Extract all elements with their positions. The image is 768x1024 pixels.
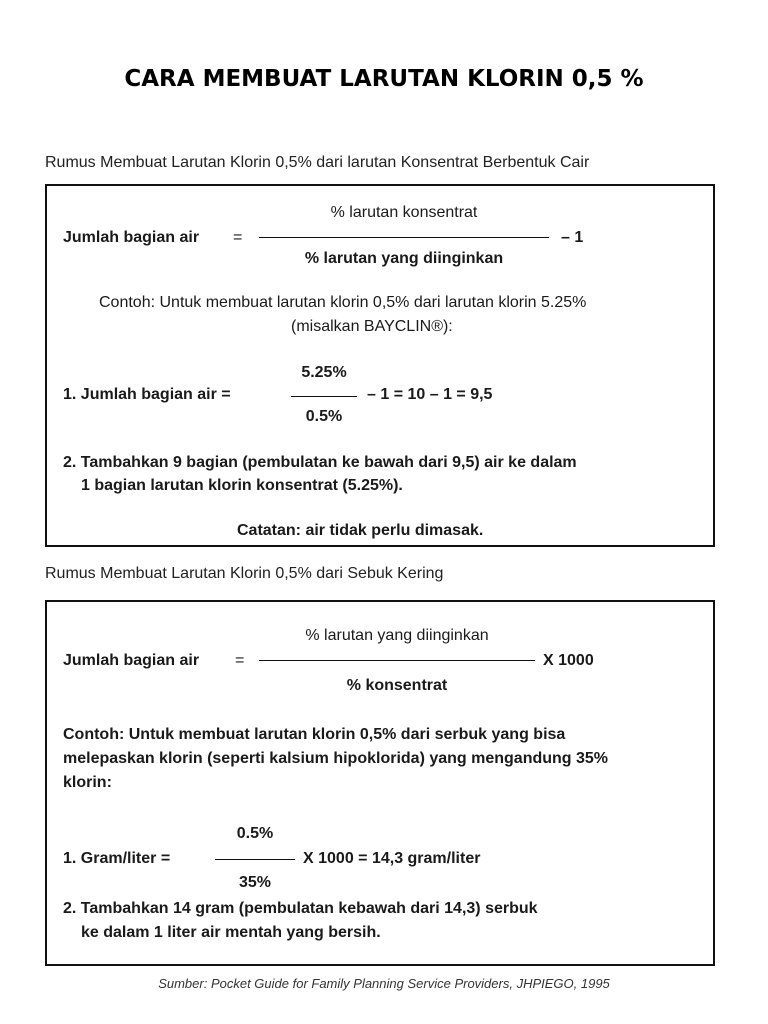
section1-box xyxy=(45,184,715,547)
source-citation: Sumber: Pocket Guide for Family Planning Service Providers, JHPIEGO, 1995 xyxy=(158,976,610,991)
step2a-line1: 2. Tambahkan 9 bagian (pembulatan ke bawah dari 9,5) air ke dalam xyxy=(63,454,577,471)
section2-heading: Rumus Membuat Larutan Klorin 0,5% dari Sebuk Kering xyxy=(45,565,444,582)
formula2-fraction-bar xyxy=(259,660,535,661)
example2-line3: klorin: xyxy=(63,774,112,791)
formula1-lhs: Jumlah bagian air xyxy=(63,229,200,246)
section2-box xyxy=(45,600,715,966)
formula1-eq: = xyxy=(233,229,243,246)
step1a-fraction-bar xyxy=(291,396,357,397)
step1b-numerator: 0.5% xyxy=(236,825,274,842)
formula2-denominator: % konsentrat xyxy=(346,677,448,694)
formula2-numerator: % larutan yang diinginkan xyxy=(305,627,489,644)
step2a-line2: 1 bagian larutan klorin konsentrat (5.25%). xyxy=(81,477,403,494)
step1b-denominator: 35% xyxy=(238,874,272,891)
step1a-label: 1. Jumlah bagian air = xyxy=(63,386,231,403)
formula1-numerator: % larutan konsentrat xyxy=(330,204,478,221)
example2-line1: Contoh: Untuk membuat larutan klorin 0,5% dari serbuk yang bisa xyxy=(63,726,566,743)
note-text: Catatan: air tidak perlu dimasak. xyxy=(237,522,484,539)
step1b-label: 1. Gram/liter = xyxy=(63,850,171,867)
step1a-numerator: 5.25% xyxy=(301,364,347,381)
example1-line2: (misalkan BAYCLIN®): xyxy=(291,318,453,335)
formula2-eq: = xyxy=(235,652,245,669)
step2b-line2: ke dalam 1 liter air mentah yang bersih. xyxy=(81,924,381,941)
formula2-suffix: X 1000 xyxy=(543,652,594,669)
example2-line2: melepaskan klorin (seperti kalsium hipoklorida) yang mengandung 35% xyxy=(63,750,609,767)
step1b-result: X 1000 = 14,3 gram/liter xyxy=(303,850,481,867)
formula1-suffix: – 1 xyxy=(561,229,584,246)
step1a-result: – 1 = 10 – 1 = 9,5 xyxy=(367,386,493,403)
step1b-fraction-bar xyxy=(215,859,295,860)
formula1-fraction-bar xyxy=(259,237,549,238)
section1-heading: Rumus Membuat Larutan Klorin 0,5% dari larutan Konsentrat Berbentuk Cair xyxy=(45,154,590,171)
formula1-denominator: % larutan yang diinginkan xyxy=(304,250,504,267)
step2b-line1: 2. Tambahkan 14 gram (pembulatan kebawah dari 14,3) serbuk xyxy=(63,900,538,917)
step1a-denominator: 0.5% xyxy=(305,408,343,425)
formula2-lhs: Jumlah bagian air xyxy=(63,652,200,669)
page-title: CARA MEMBUAT LARUTAN KLORIN 0,5 % xyxy=(124,66,644,92)
example1-line1: Contoh: Untuk membuat larutan klorin 0,5% dari larutan klorin 5.25% xyxy=(99,294,587,311)
